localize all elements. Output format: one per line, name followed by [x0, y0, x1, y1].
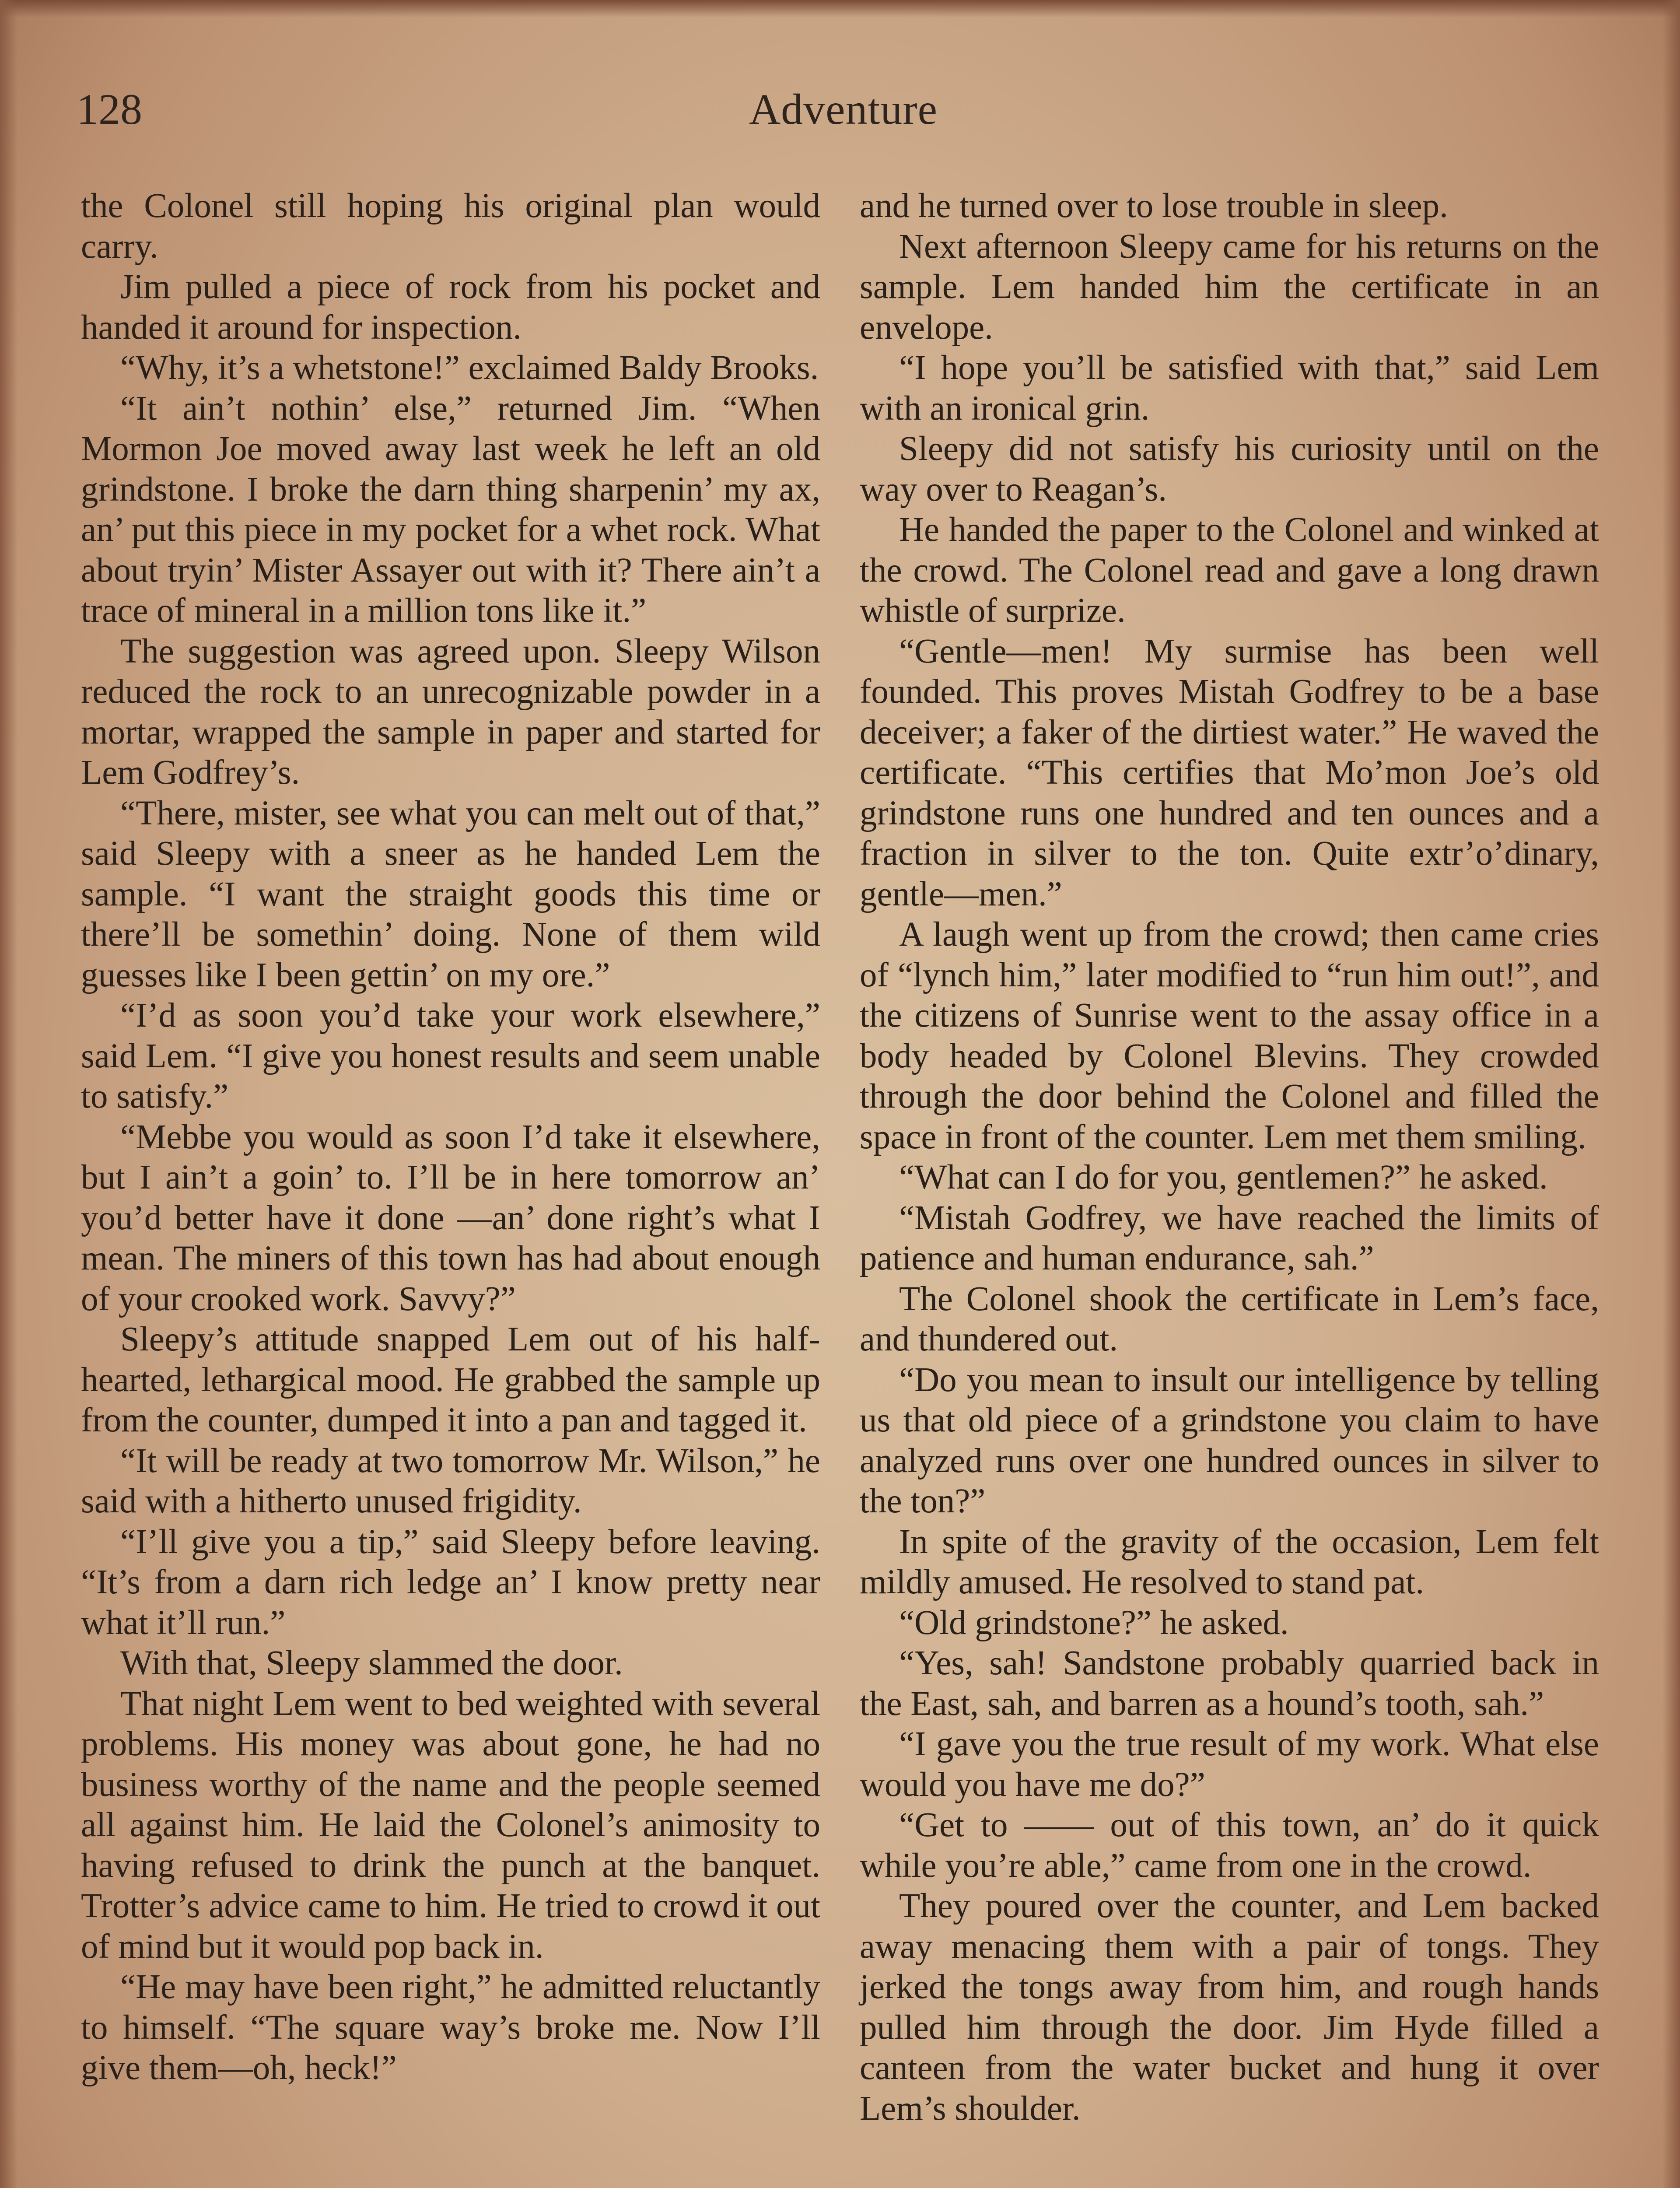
- paragraph: Sleepy’s attitude snapped Lem out of his half-hearted, lethargical mood. He grabbed the sample up from the counter, dumped it into a pan and tagged it.: [81, 1320, 820, 1439]
- paragraph: and he turned over to lose trouble in sleep.: [860, 187, 1448, 225]
- running-title: Adventure: [749, 85, 938, 133]
- paragraph: “What can I do for you, gentlemen?” he asked.: [899, 1158, 1548, 1196]
- paragraph: He handed the paper to the Colonel and winked at the crowd. The Colonel read and gave a long drawn whistle of surprize.: [860, 511, 1599, 630]
- paragraph: That night Lem went to bed weighted with several problems. His money was about gone, he had no business worthy of the name and the people seemed all against him. He laid the Colonel’s animosity to having refused to drink the punch at the banquet. Trotter’s advice came to him. He tried to crowd it out of mind but it would pop back in.: [81, 1684, 820, 1966]
- paragraph: “Mebbe you would as soon I’d take it elsewhere, but I ain’t a goin’ to. I’ll be in here tomorrow an’ you’d better have it done —an’ done right’s what I mean. The miners of this town has had about enough of your crooked work. Savvy?”: [81, 1118, 820, 1318]
- paragraph: The Colonel shook the certificate in Lem’s face, and thundered out.: [860, 1280, 1599, 1358]
- paragraph: “Gentle—men! My surmise has been well founded. This proves Mistah Godfrey to be a base deceiver; a faker of the dirtiest water.” He waved the certificate. “This certifies that Mo’mon Joe’s old grindstone runs one hundred and ten ounces and a fraction in silver to the ton. Quite extr’o’dinary, gentle—men.”: [860, 632, 1599, 913]
- paragraph: The suggestion was agreed upon. Sleepy Wilson reduced the rock to an unrecognizable powder in a mortar, wrapped the sample in paper and started for Lem Godfrey’s.: [81, 632, 820, 792]
- right-column: [860, 186, 1599, 2188]
- paragraph: “I’d as soon you’d take your work elsewhere,” said Lem. “I give you honest results and seem unable to satisfy.”: [81, 996, 820, 1115]
- page-edge-left: [0, 0, 18, 2188]
- page-header: [77, 77, 1610, 138]
- paragraph: “Mistah Godfrey, we have reached the limits of patience and human endurance, sah.”: [860, 1199, 1599, 1277]
- paragraph: “Do you mean to insult our intelligence by telling us that old piece of a grindstone you claim to have analyzed runs over one hundred ounces in silver to the ton?”: [860, 1360, 1599, 1520]
- page-edge-right: [1662, 0, 1680, 2188]
- paragraph: “I’ll give you a tip,” said Sleepy before leaving. “It’s from a darn rich ledge an’ I know pretty near what it’ll run.”: [81, 1522, 820, 1642]
- paragraph: They poured over the counter, and Lem backed away menacing them with a pair of tongs. They jerked the tongs away from him, and rough hands pulled him through the door. Jim Hyde filled a canteen from the water bucket and hung it over Lem’s shoulder.: [860, 1887, 1599, 2128]
- paragraph: “Get to —— out of this town, an’ do it quick while you’re able,” came from one in the crowd.: [860, 1806, 1599, 1885]
- paragraph: A laugh went up from the crowd; then came cries of “lynch him,” later modified to “run him out!”, and the citizens of Sunrise went to the assay office in a body headed by Colonel Blevins. They crowded through the door behind the Colonel and filled the space in front of the counter. Lem met them smiling.: [860, 915, 1599, 1156]
- paragraph: the Colonel still hoping his original plan would carry.: [81, 187, 820, 266]
- paragraph: “Old grindstone?” he asked.: [899, 1603, 1289, 1642]
- page-edge-top: [0, 0, 1680, 18]
- paragraph: Next afternoon Sleepy came for his returns on the sample. Lem handed him the certificate in an envelope.: [860, 227, 1599, 347]
- paragraph: Jim pulled a piece of rock from his pocket and handed it around for inspection.: [81, 268, 820, 347]
- page-number: 128: [77, 85, 142, 133]
- paragraph: “Yes, sah! Sandstone probably quarried back in the East, sah, and barren as a hound’s tooth, sah.”: [860, 1644, 1599, 1723]
- paragraph: “There, mister, see what you can melt out of that,” said Sleepy with a sneer as he handed Lem the sample. “I want the straight goods this time or there’ll be somethin’ doing. None of them wild guesses like I been gettin’ on my ore.”: [81, 794, 820, 994]
- paragraph: “It ain’t nothin’ else,” returned Jim. “When Mormon Joe moved away last week he left an old grindstone. I broke the darn thing sharpenin’ my ax, an’ put this piece in my pocket for a whet rock. What about tryin’ Mister Assayer out with it? There ain’t a trace of mineral in a million tons like it.”: [81, 389, 820, 630]
- paragraph: In spite of the gravity of the occasion, Lem felt mildly amused. He resolved to stand pat.: [860, 1522, 1599, 1601]
- paragraph: “He may have been right,” he admitted reluctantly to himself. “The square way’s broke me. Now I’ll give them—oh, heck!”: [81, 1968, 820, 2087]
- left-column: [81, 186, 820, 2188]
- paragraph: Sleepy did not satisfy his curiosity until on the way over to Reagan’s.: [860, 430, 1599, 508]
- paragraph: “It will be ready at two tomorrow Mr. Wilson,” he said with a hitherto unused frigidity.: [81, 1441, 820, 1520]
- paragraph: “Why, it’s a whetstone!” exclaimed Baldy Brooks.: [120, 349, 819, 387]
- paragraph: With that, Sleepy slammed the door.: [120, 1644, 623, 1682]
- paragraph: “I hope you’ll be satisfied with that,” said Lem with an ironical grin.: [860, 349, 1599, 428]
- paragraph: “I gave you the true result of my work. What else would you have me do?”: [860, 1725, 1599, 1804]
